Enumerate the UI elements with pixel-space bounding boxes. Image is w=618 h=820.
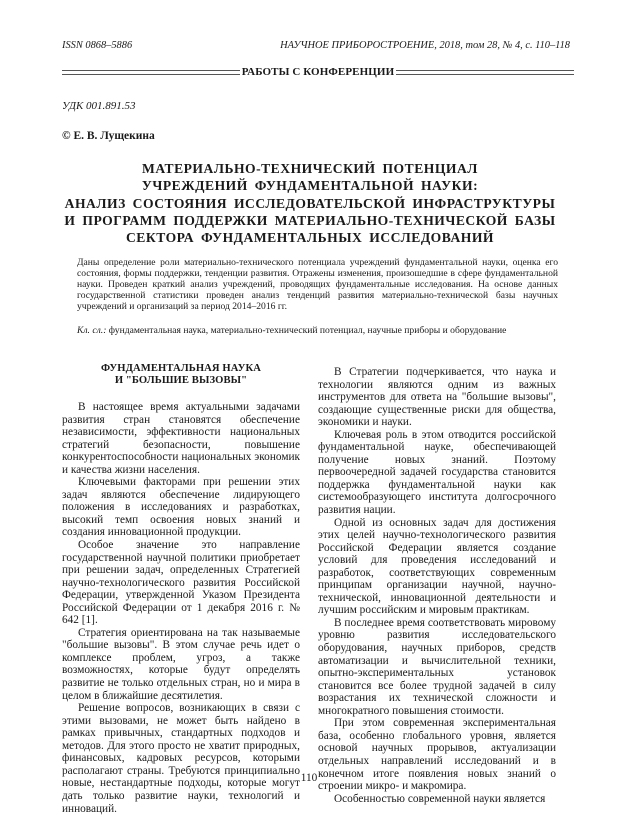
rule-right xyxy=(396,70,574,75)
paragraph: В настоящее время актуальными задачами развития стран становятся обеспечение независимости, эффективности национальных стратегий безопасности, повышение конкурентоспособности национальных экономик и качества жизни населения. xyxy=(62,401,300,476)
running-head xyxy=(62,40,570,54)
paragraph: Ключевыми факторами при решении этих задач являются обеспечение лидирующего положения в исследованиях и разработках, высокий темп освоения новых знаний и создания инновационной продукции. xyxy=(62,476,300,539)
section-heading-line: И "БОЛЬШИЕ ВЫЗОВЫ" xyxy=(114,375,248,386)
udk-code: УДК 001.891.53 xyxy=(62,100,136,112)
section-heading xyxy=(62,363,300,387)
paragraph: В последнее время соответствовать мировому уровню развития исследовательского оборудования, научных приборов, средств автоматизации и вычислительной техники, опытно-экспериментальных установок становится все более трудной задачей в силу возрастания их технической сложности и многократного повышения стоимости. xyxy=(318,616,556,717)
title-line: СЕКТОРА ФУНДАМЕНТАЛЬНЫХ ИССЛЕДОВАНИЙ xyxy=(125,230,494,246)
journal-citation: НАУЧНОЕ ПРИБОРОСТРОЕНИЕ, 2018, том 28, № 4, с. 110–118 xyxy=(280,40,570,51)
paragraph: Особое значение это направление государственной научной политики приобретает при решении задач, определенных Стратегией научно-технологического развития Российской Федерации, утвержденной Указом Президента Российской Федерации от 1 декабря 2016 г. № 642 [1]. xyxy=(62,539,300,627)
keywords-label: Кл. сл.: xyxy=(77,325,107,336)
title-line: МАТЕРИАЛЬНО-ТЕХНИЧЕСКИЙ ПОТЕНЦИАЛ xyxy=(142,161,478,176)
rule-left xyxy=(62,70,240,75)
abstract: Даны определение роли материально-технического потенциала учреждений фундаментальной науки, оценка его состояния, формы поддержки, тенденции развития. Отражены изменения, произошедшие в сфере фундаментальной науки. Проведен краткий анализ учреждений, проводящих фундаментальные исследования. На основе данных государственной статистики проведен анализ тенденций развития материально-технической базы научных учреждений и организаций за период 2014–2016 гг. xyxy=(77,257,558,313)
paragraph: Особенностью современной науки является xyxy=(334,792,546,805)
page-number: 110 xyxy=(300,772,318,784)
paragraph: В Стратегии подчеркивается, что наука и технологии являются одним из важных инструментов для ответа на "большие вызовы", создающие существенные риски для общества, экономики и науки. xyxy=(318,366,556,429)
paragraph: Решение вопросов, возникающих в связи с этими вызовами, не может быть найдено в рамках привычных, стандартных подходов и методов. Для этого просто не хватит природных, финансовых, кадровых ресурсов, которыми располагают страны. Требуются принципиально новые, нестандартные подходы, которые могут дать только развитие науки, технологий и инноваций. xyxy=(62,702,300,815)
article-title xyxy=(62,160,558,246)
author: © Е. В. Лущекина xyxy=(62,130,155,142)
keywords xyxy=(77,325,558,336)
section-banner xyxy=(62,66,574,78)
left-column xyxy=(62,363,300,815)
title-line: АНАЛИЗ СОСТОЯНИЯ ИССЛЕДОВАТЕЛЬСКОЙ ИНФРАСТРУКТУРЫ xyxy=(64,195,556,211)
paragraph: Стратегия ориентирована на так называемые "большие вызовы". В этом случае речь идет о комплексе проблем, угроз, а также возможностях, которые будут определять развитие не только отдельных стран, но и мира в целом в ближайшие десятилетия. xyxy=(62,626,300,702)
section-label: РАБОТЫ С КОНФЕРЕНЦИИ xyxy=(241,66,395,78)
right-column xyxy=(318,366,556,805)
title-line: И ПРОГРАММ ПОДДЕРЖКИ МАТЕРИАЛЬНО-ТЕХНИЧЕСКОЙ БАЗЫ xyxy=(64,212,556,228)
title-line: УЧРЕЖДЕНИЙ ФУНДАМЕНТАЛЬНОЙ НАУКИ: xyxy=(141,178,479,194)
paragraph: Ключевая роль в этом отводится российской фундаментальной науке, обеспечивающей получение новых знаний. Поэтому первоочередной задачей государства становится поддержка фундаментальной науки как системообразующего института долгосрочного развития нации. xyxy=(318,428,556,517)
keywords-list: фундаментальная наука, материально-технический потенциал, научные приборы и оборудование xyxy=(106,325,507,336)
issn: ISSN 0868–5886 xyxy=(62,40,133,51)
paragraph: При этом современная экспериментальная база, особенно глобального уровня, является основой научных прорывов, актуализации отдельных направлений исследований и в конечном итоге появления новых знаний о строении микро- и макромира. xyxy=(318,717,556,793)
paragraph: Одной из основных задач для достижения этих целей научно-технологического развития Российской Федерации является создание условий для проведения исследований и разработок, соответствующих современным принципам организации научной, научно-технической, инновационной деятельности и лучшим российским и мировым практикам. xyxy=(318,516,556,617)
section-heading-line: ФУНДАМЕНТАЛЬНАЯ НАУКА xyxy=(101,363,261,374)
